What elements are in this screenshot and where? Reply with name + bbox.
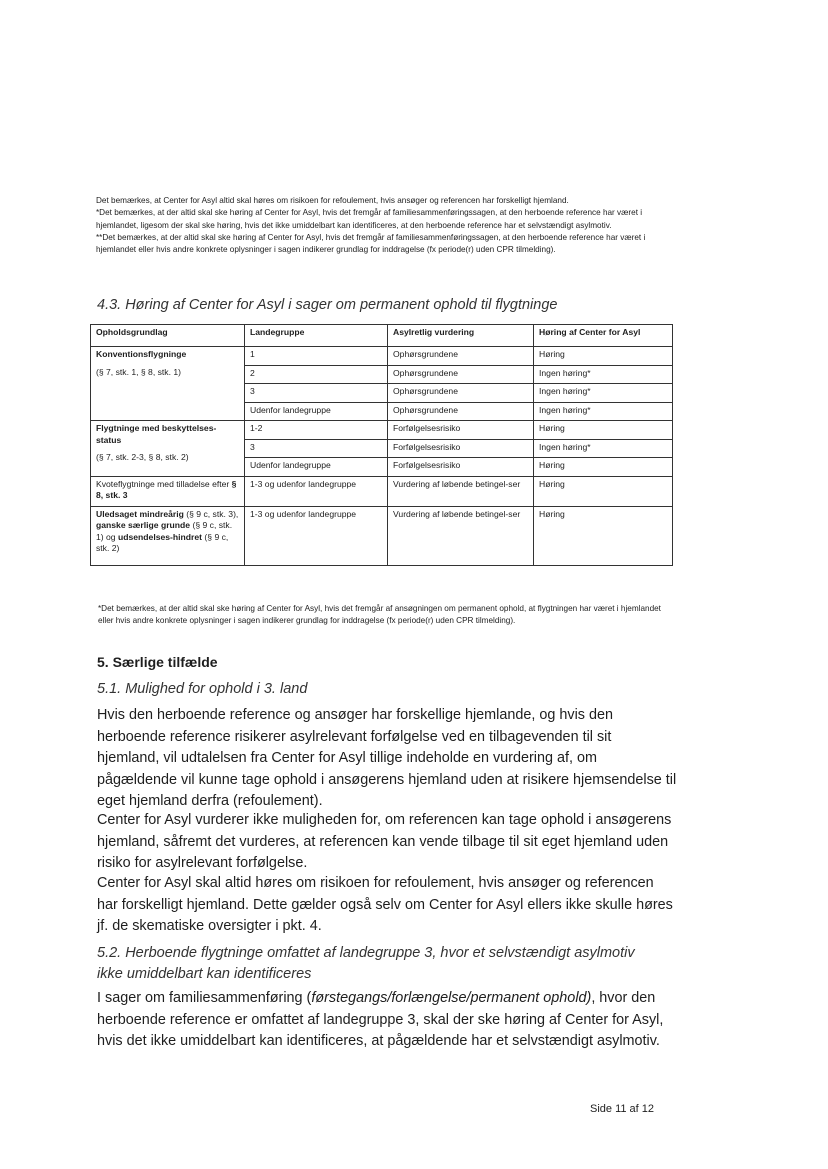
p4-pre: I sager om familiesammenføring (: [97, 990, 312, 1006]
table-footnote-text: *Det bemærkes, at der altid skal ske høring af Center for Asyl, hvis det fremgår af ansøgningen om permanent ophold, at flygtningen har været i hjemlandet eller hvis andre konkrete oplysninger i sagen indikerer grundlag for inddragelse (fx periode(r) uden CPR tilmelding).: [98, 604, 661, 626]
cell-landegruppe: Udenfor landegruppe: [245, 402, 388, 421]
page-number: Side 11 af 12: [590, 1103, 655, 1115]
cell-landegruppe: 1: [245, 347, 388, 366]
table-row: [91, 347, 673, 366]
cell-horing: Ingen høring*: [534, 365, 673, 384]
g4-part2: (§ 9 c, stk. 3),: [183, 508, 239, 519]
table-row: [91, 421, 673, 440]
cell-horing: Høring: [534, 476, 673, 506]
paragraph-5-1-c: Center for Asyl skal altid høres om risikoen for refoulement, hvis ansøger og referencen har forskelligt hjemland. Dette gælder også selv om Center for Asyl ellers ikke skulle høres jf. de skematiske oversigter i pkt. 4.: [97, 875, 673, 934]
paragraph-5-1-a: Hvis den herboende reference og ansøger har forskellige hjemlande, og hvis den herboende reference risikerer asylrelevant forfølgelse ved en tilbagevenden til sit hjemland, vil udtalelsen fra Center for Asyl tillige indeholde en vurdering af, om pågældende vil kunne tage ophold i ansøgerens hjemland uden at risikere hjemsendelse til eget hjemland derfra (refoulement).: [97, 707, 677, 809]
group-cell-konvention: [91, 347, 245, 421]
group-title: Flygtninge med beskyttelses-status: [96, 423, 217, 445]
cell-vurdering: Ophørsgrundene: [388, 402, 534, 421]
cell-vurdering: Ophørsgrundene: [388, 347, 534, 366]
g4-part4: (§ 9 c, stk. 1) og: [96, 520, 233, 542]
group-cell-beskyttelse: [91, 421, 245, 477]
header-asylretlig-vurdering: Asylretlig vurdering: [388, 325, 534, 347]
table-row: [91, 506, 673, 565]
cell-vurdering: Forfølgelsesrisiko: [388, 439, 534, 458]
table-footnote: [98, 603, 678, 628]
cell-vurdering: Forfølgelsesrisiko: [388, 458, 534, 477]
section-5-2-title: 5.2. Herboende flygtninge omfattet af landegruppe 3, hvor et selvstændigt asylmotiv ikke umiddelbart kan identificeres: [97, 945, 635, 982]
g4-part1: Uledsaget mindreårig: [96, 508, 184, 519]
group-cell-uledsaget: [91, 506, 245, 565]
section-5-title: 5. Særlige tilfælde: [97, 654, 218, 670]
cell-vurdering: Vurdering af løbende betingel-ser: [388, 476, 534, 506]
table-row: [91, 476, 673, 506]
table-header-row: [91, 325, 673, 347]
cell-landegruppe: 1-3 og udenfor landegruppe: [245, 506, 388, 565]
section-5-1-title: 5.1. Mulighed for ophold i 3. land: [97, 681, 308, 697]
cell-landegruppe: 1-3 og udenfor landegruppe: [245, 476, 388, 506]
cell-vurdering: Ophørsgrundene: [388, 384, 534, 403]
cell-landegruppe: 1-2: [245, 421, 388, 440]
header-horing: Høring af Center for Asyl: [534, 325, 673, 347]
notes-block: [96, 195, 676, 256]
paragraph-5-2: [97, 988, 677, 1053]
cell-horing: Ingen høring*: [534, 439, 673, 458]
cell-vurdering: Ophørsgrundene: [388, 365, 534, 384]
group-ref: (§ 7, stk. 1, § 8, stk. 1): [96, 366, 182, 377]
paragraph-5-1-b: Center for Asyl vurderer ikke muligheden for, om referencen kan tage ophold i ansøgerens hjemland, såfremt det vurderes, at referencen kan vende tilbage til sit eget hjemland uden risiko for asylrelevant forfølgelse.: [97, 812, 672, 871]
header-opholdsgrundlag: Opholdsgrundlag: [91, 325, 245, 347]
p4-em: førstegangs/forlængelse/permanent ophold): [311, 990, 592, 1006]
group-cell-kvote: [91, 476, 245, 506]
group-title: Konventionsflygninge: [96, 349, 187, 359]
cell-landegruppe: 3: [245, 439, 388, 458]
cell-horing: Høring: [534, 421, 673, 440]
cell-landegruppe: Udenfor landegruppe: [245, 458, 388, 477]
p4-post: , hvor den herboende reference er omfattet af landegruppe 3, skal der ske høring af Center for Asyl, hvis det ikke umiddelbart kan identificeres, at pågældende har et selvstændigt asylmotiv.: [97, 990, 664, 1049]
header-landegruppe: Landegruppe: [245, 325, 388, 347]
note-asterisk: *Det bemærkes, at der altid skal ske høring af Center for Asyl, hvis det fremgår af familiesammenføringssagen, at den herboende reference har været i hjemlandet, ligesom der skal ske høring, hvis det ikke umiddelbart kan identificeres, at den herboende reference har et selvstændigt asylmotiv.: [96, 208, 643, 230]
cell-landegruppe: 2: [245, 365, 388, 384]
section-4-3-title: 4.3. Høring af Center for Asyl i sager om permanent ophold til flygtninge: [97, 297, 558, 313]
group-title-prefix: Kvoteflygtninge med tilladelse efter: [96, 478, 232, 489]
g4-part3: ganske særlige grunde: [96, 520, 191, 530]
g4-part5: udsendelses-hindret: [117, 531, 203, 542]
cell-horing: Ingen høring*: [534, 402, 673, 421]
cell-vurdering: Vurdering af løbende betingel-ser: [388, 506, 534, 565]
group-ref: (§ 7, stk. 2-3, § 8, stk. 2): [96, 452, 189, 462]
group-title-bold: § 8, stk. 3: [96, 478, 237, 500]
note-refoulement: Det bemærkes, at Center for Asyl altid skal høres om risikoen for refoulement, hvis ansøger og referencen har forskelligt hjemland.: [96, 196, 569, 205]
cell-horing: Høring: [534, 506, 673, 565]
hearing-table: [90, 324, 673, 566]
cell-horing: Høring: [534, 458, 673, 477]
note-double-asterisk: **Det bemærkes, at der altid skal ske høring af Center for Asyl, hvis det fremgår af familiesammenføringssagen, at den herboende reference har været i hjemlandet eller hvis andre konkrete oplysninger i sagen indikerer grundlag for inddragelse (fx periode(r) uden CPR tilmelding).: [96, 232, 646, 255]
cell-landegruppe: 3: [245, 384, 388, 403]
cell-horing: Ingen høring*: [534, 384, 673, 403]
cell-vurdering: Forfølgelsesrisiko: [388, 421, 534, 440]
g4-part6: (§ 9 c, stk. 2): [96, 531, 229, 553]
cell-horing: Høring: [534, 347, 673, 366]
